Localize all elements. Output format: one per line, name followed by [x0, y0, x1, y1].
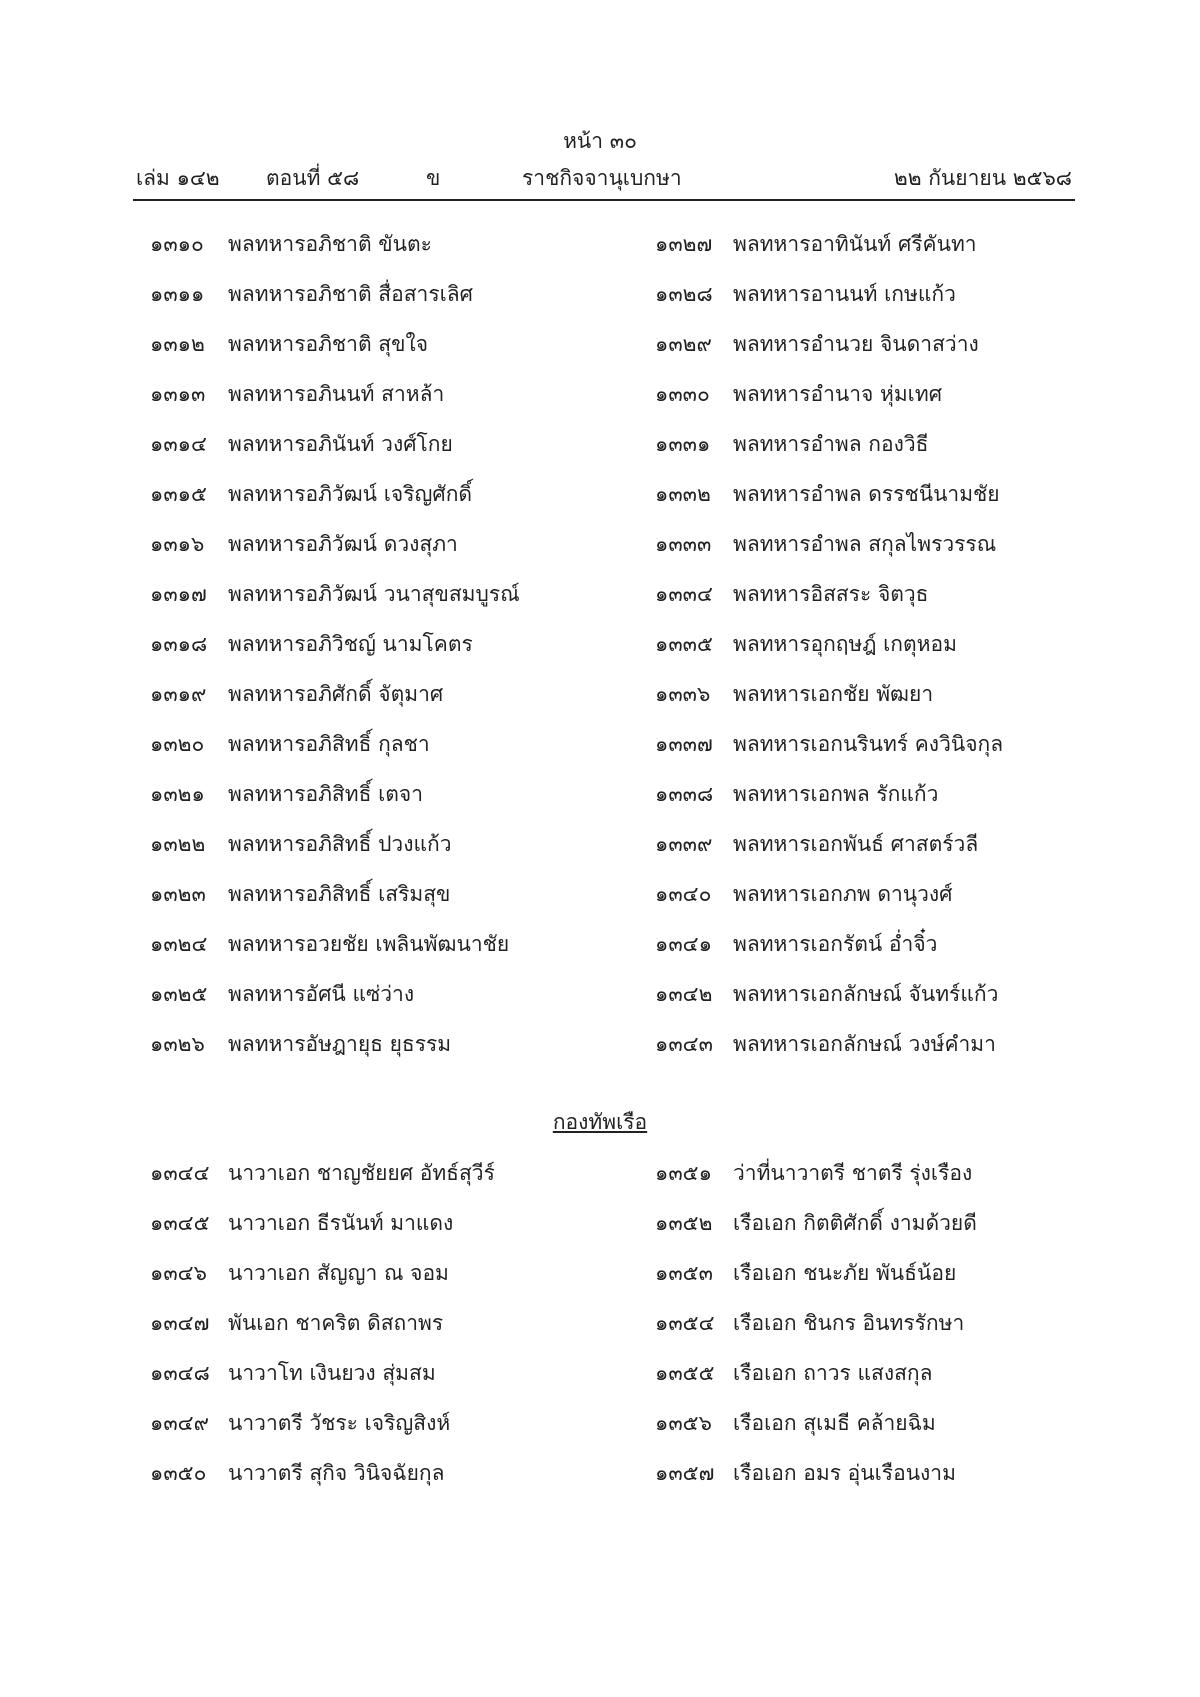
- list-block2-right: [655, 1158, 977, 1508]
- entry-name: พลทหารอภิชาติ ขันตะ: [228, 232, 432, 256]
- list-item: [150, 1308, 495, 1358]
- entry-name: นาวาเอก สัญญา ณ จอม: [228, 1261, 449, 1285]
- list-item: [655, 529, 1003, 579]
- entry-name: พลทหารอภิวัฒน์ วนาสุขสมบูรณ์: [228, 582, 520, 606]
- entry-number: ๑๓๕๗: [655, 1461, 715, 1485]
- entry-number: ๑๓๒๑: [150, 782, 205, 806]
- entry-name: เรือเอก สุเมธี คล้ายฉิม: [733, 1411, 936, 1435]
- section-heading: [0, 1106, 1200, 1139]
- header-gazette-name: ราชกิจจานุเบกษา: [522, 166, 682, 190]
- list-item: [150, 1258, 495, 1308]
- list-item: [655, 1258, 977, 1308]
- list-item: [655, 929, 1003, 979]
- list-item: [655, 1358, 977, 1408]
- entry-name: พลทหารเอกพล รักแก้ว: [733, 782, 939, 806]
- entry-number: ๑๓๑๐: [150, 232, 204, 256]
- entry-number: ๑๓๔๔: [150, 1161, 210, 1185]
- entry-number: ๑๓๓๙: [655, 832, 713, 856]
- list-item: [150, 379, 520, 429]
- header-section: ข: [426, 166, 441, 190]
- list-item: [655, 479, 1003, 529]
- entry-name: พลทหารอำนาจ หุ่มเทศ: [733, 382, 943, 406]
- list-item: [150, 1408, 495, 1458]
- list-item: [655, 1308, 977, 1358]
- list-item: [150, 929, 520, 979]
- list-item: [150, 429, 520, 479]
- entry-number: ๑๓๑๕: [150, 482, 207, 506]
- list-item: [655, 1408, 977, 1458]
- entry-name: นาวาโท เงินยวง สุ่มสม: [228, 1361, 436, 1385]
- entry-number: ๑๓๑๒: [150, 332, 205, 356]
- entry-name: เรือเอก อมร อุ่นเรือนงาม: [733, 1461, 956, 1485]
- list-item: [655, 629, 1003, 679]
- entry-name: พลทหารอภินันท์ วงศ์โกย: [228, 432, 453, 456]
- list-block2-left: [150, 1158, 495, 1508]
- list-item: [150, 229, 520, 279]
- entry-name: พลทหารอัศนี แซ่ว่าง: [228, 982, 415, 1006]
- list-item: [655, 429, 1003, 479]
- gazette-header: [136, 162, 1072, 198]
- entry-number: ๑๓๑๖: [150, 532, 205, 556]
- list-item: [655, 979, 1003, 1029]
- entry-name: พลทหารอำพล กองวิธี: [733, 432, 929, 456]
- page-number: หน้า ๓๐: [563, 129, 637, 153]
- list-block1-right: [655, 229, 1003, 1079]
- list-item: [150, 329, 520, 379]
- entry-number: ๑๓๕๖: [655, 1411, 712, 1435]
- entry-number: ๑๓๔๗: [150, 1311, 210, 1335]
- entry-number: ๑๓๔๖: [150, 1261, 207, 1285]
- entry-name: พลทหารเอกภพ ดานุวงศ์: [733, 882, 953, 906]
- entry-number: ๑๓๑๘: [150, 632, 208, 656]
- entry-name: พลทหารอภิวัฒน์ เจริญศักดิ์: [228, 482, 473, 506]
- list-item: [150, 579, 520, 629]
- entry-number: ๑๓๔๙: [150, 1411, 209, 1435]
- entry-number: ๑๓๒๘: [655, 282, 713, 306]
- entry-name: พลทหารอภิชาติ สื่อสารเลิศ: [228, 282, 473, 306]
- entry-name: พลทหารเอกชัย พัฒยา: [733, 682, 934, 706]
- entry-name: พลทหารอภิชาติ สุขใจ: [228, 332, 429, 356]
- entry-name: พลทหารอำพล สกุลไพรวรรณ: [733, 532, 997, 556]
- entry-name: พลทหารเอกนรินทร์ คงวินิจกุล: [733, 732, 1004, 756]
- entry-name: เรือเอก ถาวร แสงสกุล: [733, 1361, 933, 1385]
- entry-name: พลทหารอำพล ดรรชนีนามชัย: [733, 482, 1000, 506]
- entry-number: ๑๓๕๑: [655, 1161, 712, 1185]
- list-item: [150, 629, 520, 679]
- entry-name: พลทหารอภินนท์ สาหล้า: [228, 382, 445, 406]
- list-item: [655, 579, 1003, 629]
- entry-name: นาวาเอก ธีรนันท์ มาแดง: [228, 1211, 454, 1235]
- list-item: [655, 879, 1003, 929]
- entry-name: นาวาเอก ชาญชัยยศ อัทธ์สุวีร์: [228, 1161, 495, 1185]
- entry-number: ๑๓๒๒: [150, 832, 206, 856]
- list-item: [655, 329, 1003, 379]
- list-item: [655, 229, 1003, 279]
- entry-name: พลทหารเอกลักษณ์ จันทร์แก้ว: [733, 982, 999, 1006]
- entry-number: ๑๓๒๖: [150, 1032, 205, 1056]
- list-item: [150, 1358, 495, 1408]
- entry-name: พันเอก ชาคริต ดิสถาพร: [228, 1311, 444, 1335]
- list-item: [150, 679, 520, 729]
- entry-name: พลทหารอวยชัย เพลินพัฒนาชัย: [228, 932, 510, 956]
- list-item: [150, 1458, 495, 1508]
- entry-number: ๑๓๓๕: [655, 632, 713, 656]
- list-item: [150, 1158, 495, 1208]
- list-item: [655, 829, 1003, 879]
- list-item: [150, 529, 520, 579]
- entry-name: พลทหารอัษฎายุธ ยุธรรม: [228, 1032, 452, 1056]
- entry-number: ๑๓๒๕: [150, 982, 208, 1006]
- entry-number: ๑๓๕๒: [655, 1211, 713, 1235]
- entry-name: พลทหารอิสสระ จิตวุธ: [733, 582, 929, 606]
- list-item: [655, 679, 1003, 729]
- list-item: [655, 729, 1003, 779]
- entry-name: พลทหารอภิศักดิ์ จัตุมาศ: [228, 682, 444, 706]
- entry-number: ๑๓๔๑: [655, 932, 712, 956]
- entry-number: ๑๓๕๔: [655, 1311, 715, 1335]
- entry-number: ๑๓๒๙: [655, 332, 712, 356]
- entry-number: ๑๓๕๕: [655, 1361, 715, 1385]
- entry-number: ๑๓๔๓: [655, 1032, 713, 1056]
- entry-name: พลทหารอำนวย จินดาสว่าง: [733, 332, 979, 356]
- entry-number: ๑๓๑๔: [150, 432, 207, 456]
- entry-name: พลทหารเอกพันธ์ ศาสตร์วลี: [733, 832, 979, 856]
- entry-number: ๑๓๓๘: [655, 782, 714, 806]
- list-item: [150, 479, 520, 529]
- list-item: [655, 1458, 977, 1508]
- list-item: [655, 1158, 977, 1208]
- list-item: [150, 779, 520, 829]
- section-heading-text: กองทัพเรือ: [552, 1110, 648, 1134]
- list-item: [150, 279, 520, 329]
- entry-name: พลทหารอภิสิทธิ์ เสริมสุข: [228, 882, 451, 906]
- entry-number: ๑๓๓๖: [655, 682, 711, 706]
- entry-name: พลทหารอุกฤษฎ์ เกตุหอม: [733, 632, 957, 656]
- entry-name: พลทหารอภิสิทธิ์ เตจา: [228, 782, 423, 806]
- entry-number: ๑๓๓๗: [655, 732, 713, 756]
- entry-number: ๑๓๔๒: [655, 982, 713, 1006]
- entry-number: ๑๓๕๐: [150, 1461, 207, 1485]
- list-item: [655, 1029, 1003, 1079]
- entry-number: ๑๓๒๓: [150, 882, 206, 906]
- list-item: [150, 829, 520, 879]
- entry-number: ๑๓๑๑: [150, 282, 205, 306]
- entry-number: ๑๓๓๔: [655, 582, 713, 606]
- entry-number: ๑๓๕๓: [655, 1261, 713, 1285]
- list-item: [655, 279, 1003, 329]
- entry-number: ๑๓๑๓: [150, 382, 206, 406]
- entry-number: ๑๓๔๘: [150, 1361, 210, 1385]
- entry-name: ว่าที่นาวาตรี ชาตรี รุ่งเรือง: [733, 1161, 973, 1185]
- entry-number: ๑๓๔๕: [150, 1211, 210, 1235]
- header-date: ๒๒ กันยายน ๒๕๖๘: [893, 166, 1072, 190]
- entry-name: พลทหารเอกรัตน์ อ่ำจิ๋ว: [733, 932, 938, 956]
- entry-number: ๑๓๓๒: [655, 482, 711, 506]
- header-issue: ตอนที่ ๕๘: [266, 166, 360, 190]
- entry-number: ๑๓๓๐: [655, 382, 710, 406]
- list-item: [655, 1208, 977, 1258]
- list-block1-left: [150, 229, 520, 1079]
- entry-name: พลทหารเอกลักษณ์ วงษ์คำมา: [733, 1032, 996, 1056]
- entry-name: พลทหารอภิสิทธิ์ ปวงแก้ว: [228, 832, 452, 856]
- entry-number: ๑๓๑๙: [150, 682, 207, 706]
- list-item: [150, 1208, 495, 1258]
- header-volume: เล่ม ๑๔๒: [136, 166, 220, 190]
- entry-name: พลทหารอภิวิชญ์ นามโคตร: [228, 632, 473, 656]
- header-divider: [133, 199, 1075, 201]
- list-item: [150, 879, 520, 929]
- entry-number: ๑๓๑๗: [150, 582, 207, 606]
- list-item: [150, 729, 520, 779]
- entry-number: ๑๓๓๑: [655, 432, 711, 456]
- entry-name: เรือเอก ชินกร อินทรรักษา: [733, 1311, 965, 1335]
- entry-name: เรือเอก กิตติศักดิ์ งามด้วยดี: [733, 1211, 977, 1235]
- list-item: [150, 979, 520, 1029]
- entry-name: นาวาตรี วัชระ เจริญสิงห์: [228, 1411, 451, 1435]
- list-item: [655, 379, 1003, 429]
- entry-name: พลทหารอภิวัฒน์ ดวงสุภา: [228, 532, 458, 556]
- entry-number: ๑๓๒๐: [150, 732, 205, 756]
- list-item: [655, 779, 1003, 829]
- entry-name: นาวาตรี สุกิจ วินิจฉัยกุล: [228, 1461, 445, 1485]
- list-item: [150, 1029, 520, 1079]
- entry-number: ๑๓๒๗: [655, 232, 713, 256]
- entry-number: ๑๓๒๔: [150, 932, 208, 956]
- entry-name: พลทหารอานนท์ เกษแก้ว: [733, 282, 956, 306]
- entry-name: พลทหารอภิสิทธิ์ กุลชา: [228, 732, 430, 756]
- entry-name: พลทหารอาทินันท์ ศรีคันทา: [733, 232, 977, 256]
- entry-name: เรือเอก ชนะภัย พันธ์น้อย: [733, 1261, 957, 1285]
- entry-number: ๑๓๓๓: [655, 532, 712, 556]
- entry-number: ๑๓๔๐: [655, 882, 712, 906]
